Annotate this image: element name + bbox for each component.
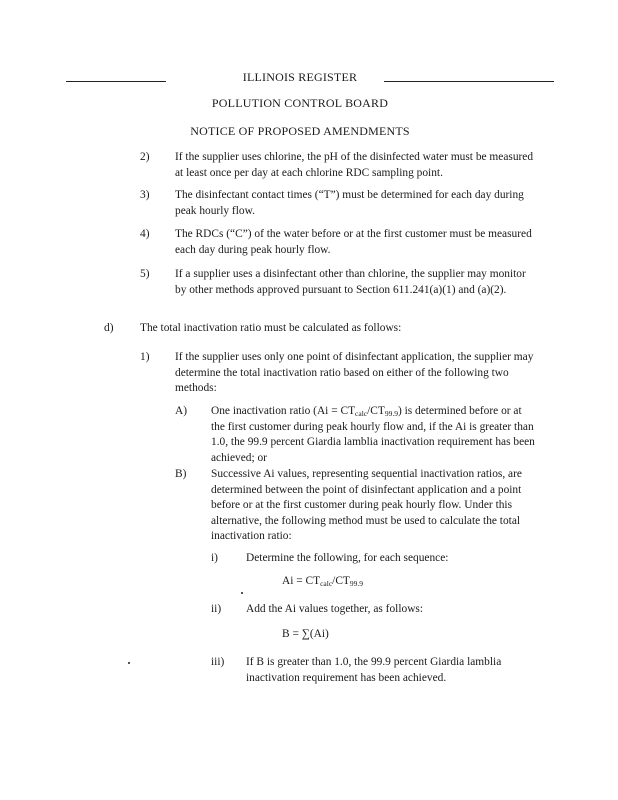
item-2-text: If the supplier uses chlorine, the pH of the disinfected water must be measured at least once per day at each chlorine RDC sampling point. — [175, 151, 534, 179]
equation-ai-pre: Ai = CT — [282, 575, 321, 587]
item-A-label: A) — [175, 405, 188, 417]
equation-b: B = ∑(Ai) — [282, 628, 329, 640]
item-A-mid: /CT — [367, 405, 385, 417]
item-Bi-label: i) — [211, 552, 218, 564]
equation-ai — [282, 575, 363, 587]
item-B-label: B) — [175, 468, 187, 480]
item-4-text: The RDCs (“C”) of the water before or at the first customer must be measured each day during peak hourly flow. — [175, 228, 532, 256]
item-4-label: 4) — [140, 228, 150, 240]
item-A-sub2: 99.9 — [384, 409, 398, 418]
scan-speck — [241, 592, 243, 594]
item-A-sub1: calc — [355, 409, 368, 418]
item-5-text: If a supplier uses a disinfectant other than chlorine, the supplier may monitor by other methods approved pursuant to Section 611.241(a)(1) and (a)(2). — [175, 268, 526, 296]
register-title: ILLINOIS REGISTER — [242, 70, 358, 84]
item-B-text: Successive Ai values, representing sequential inactivation ratios, are determined between the point of disinfectant application and a point before or at the first customer during peak hourly flow. Under this alternative, the following method must be used to calculate the total inactivation ratio: — [211, 468, 522, 542]
header-rule-left — [66, 81, 166, 82]
equation-ai-sub1: calc — [320, 579, 333, 588]
section-d-text: The total inactivation ratio must be calculated as follows: — [140, 322, 402, 334]
item-d1-text: If the supplier uses only one point of disinfectant application, the supplier may determine the total inactivation ratio based on either of the following two methods: — [175, 351, 534, 394]
section-d-label: d) — [104, 322, 114, 334]
item-A-post: ) is determined before or at the first customer during peak hourly flow and, if the Ai is greater than 1.0, the 99.9 percent Giardia lamblia inactivation requirement has been achieved; or — [211, 405, 535, 464]
scan-speck-2 — [128, 662, 130, 664]
board-title: POLLUTION CONTROL BOARD — [211, 96, 389, 110]
item-Biii-label: iii) — [211, 656, 225, 668]
equation-ai-sub2: 99.9 — [349, 579, 364, 588]
item-3-label: 3) — [140, 189, 150, 201]
item-5-label: 5) — [140, 268, 150, 280]
item-Biii-text: If B is greater than 1.0, the 99.9 percent Giardia lamblia inactivation requirement has been achieved. — [246, 656, 502, 684]
item-Bii-text: Add the Ai values together, as follows: — [246, 603, 424, 615]
item-Bi-text: Determine the following, for each sequence: — [246, 552, 449, 564]
item-2-label: 2) — [140, 151, 150, 163]
item-A-text — [211, 404, 537, 466]
item-A-pre: One inactivation ratio (Ai = CT — [211, 405, 356, 417]
item-3-text: The disinfectant contact times (“T”) must be determined for each day during peak hourly flow. — [175, 189, 524, 217]
equation-ai-mid: /CT — [332, 575, 350, 587]
header-rule-right — [384, 81, 554, 82]
notice-title: NOTICE OF PROPOSED AMENDMENTS — [190, 124, 410, 138]
item-Bii-label: ii) — [211, 603, 222, 615]
item-d1-label: 1) — [140, 351, 150, 363]
